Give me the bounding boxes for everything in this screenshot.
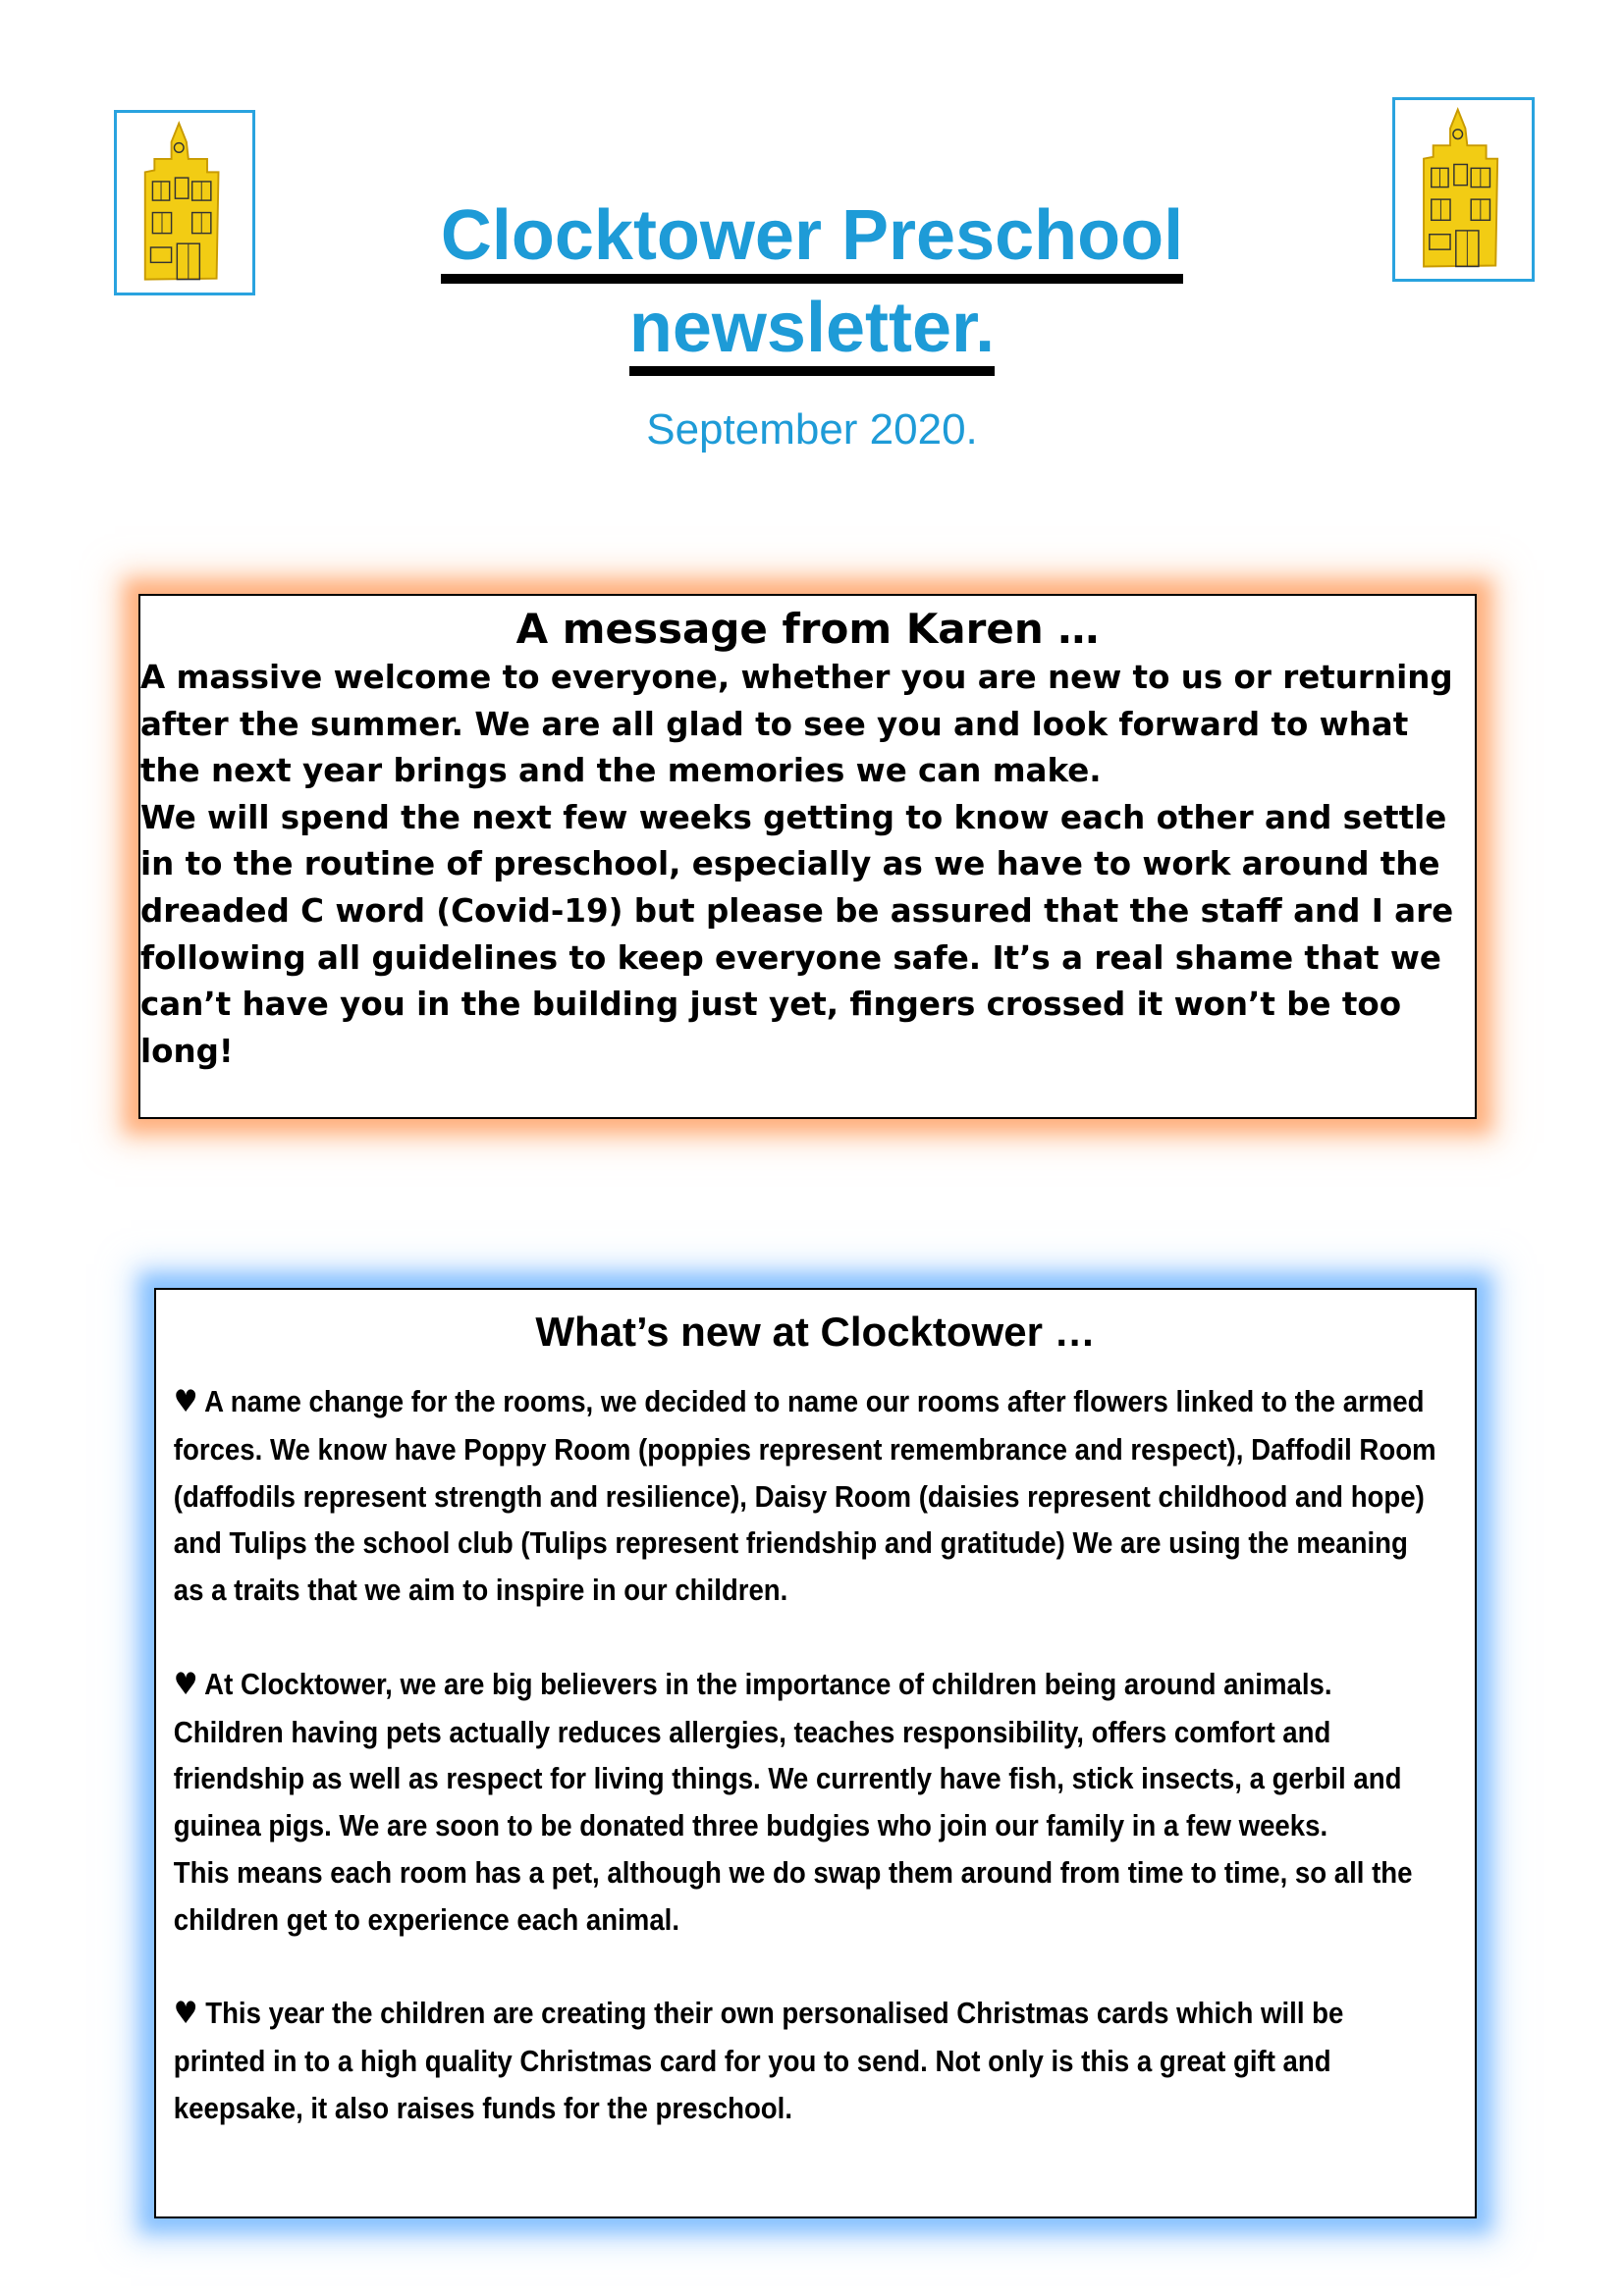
whats-new-heading: What’s new at Clocktower … — [535, 1308, 1096, 1355]
heart-bullet-icon: ♥ — [173, 1996, 198, 2032]
karen-message-box — [138, 594, 1477, 1119]
newsletter-date: September 2020. — [646, 405, 978, 454]
whats-new-box — [154, 1288, 1477, 2218]
whats-new-body — [156, 1378, 1458, 2132]
heart-bullet-icon: ♥ — [173, 1666, 198, 1702]
list-item-followup: This means each room has a pet, although we do swap them around from time to time, so all the children get to experience each animal. — [173, 1854, 1413, 1937]
karen-message-heading: A message from Karen … — [515, 605, 1100, 653]
karen-paragraph: We will spend the next few weeks getting to know each other and settle in to the routine of preschool, especially as we have to work around the dreaded C word (Covid-19) but please be assured that the staff and I are following all guidelines to keep everyone safe. It’s a real shame that we can’t have you in the building just yet, fingers crossed it won’t be too long! — [140, 798, 1454, 1070]
title-line-2: newsletter. — [629, 292, 995, 376]
list-item: ♥ At Clocktower, we are big believers in the importance of children being around animals. Children having pets actually reduces allergies, teaches responsibility, offers comfort and friendship as well as respect for living things. We currently have fish, stick insects, a gerbil and guinea pigs. We are soon to be donated three budgies who join our family in a few weeks. — [173, 1666, 1402, 1843]
heart-bullet-icon: ♥ — [173, 1384, 198, 1419]
title-line-1: Clocktower Preschool — [441, 199, 1183, 284]
list-item: ♥ This year the children are creating their own personalised Christmas cards which will be printed in to a high quality Christmas card for you to send. Not only is this a great gift and keepsake, it also raises funds for the preschool. — [173, 1996, 1344, 2125]
list-item: ♥ A name change for the rooms, we decided to name our rooms after flowers linked to the armed forces. We know have Poppy Room (poppies represent remembrance and respect), Daffodil Room (daffodils represent strength and resilience), Daisy Room (daisies represent childhood and hope) and Tulips the school club (Tulips represent friendship and gratitude) We are using the meaning as a traits that we aim to inspire in our children. — [173, 1384, 1436, 1608]
karen-message-body — [140, 655, 1475, 1075]
newsletter-title — [0, 191, 1624, 376]
karen-paragraph: A massive welcome to everyone, whether you are new to us or returning after the summer. We are all glad to see you and look forward to what the next year brings and the memories we can make. — [140, 659, 1453, 790]
